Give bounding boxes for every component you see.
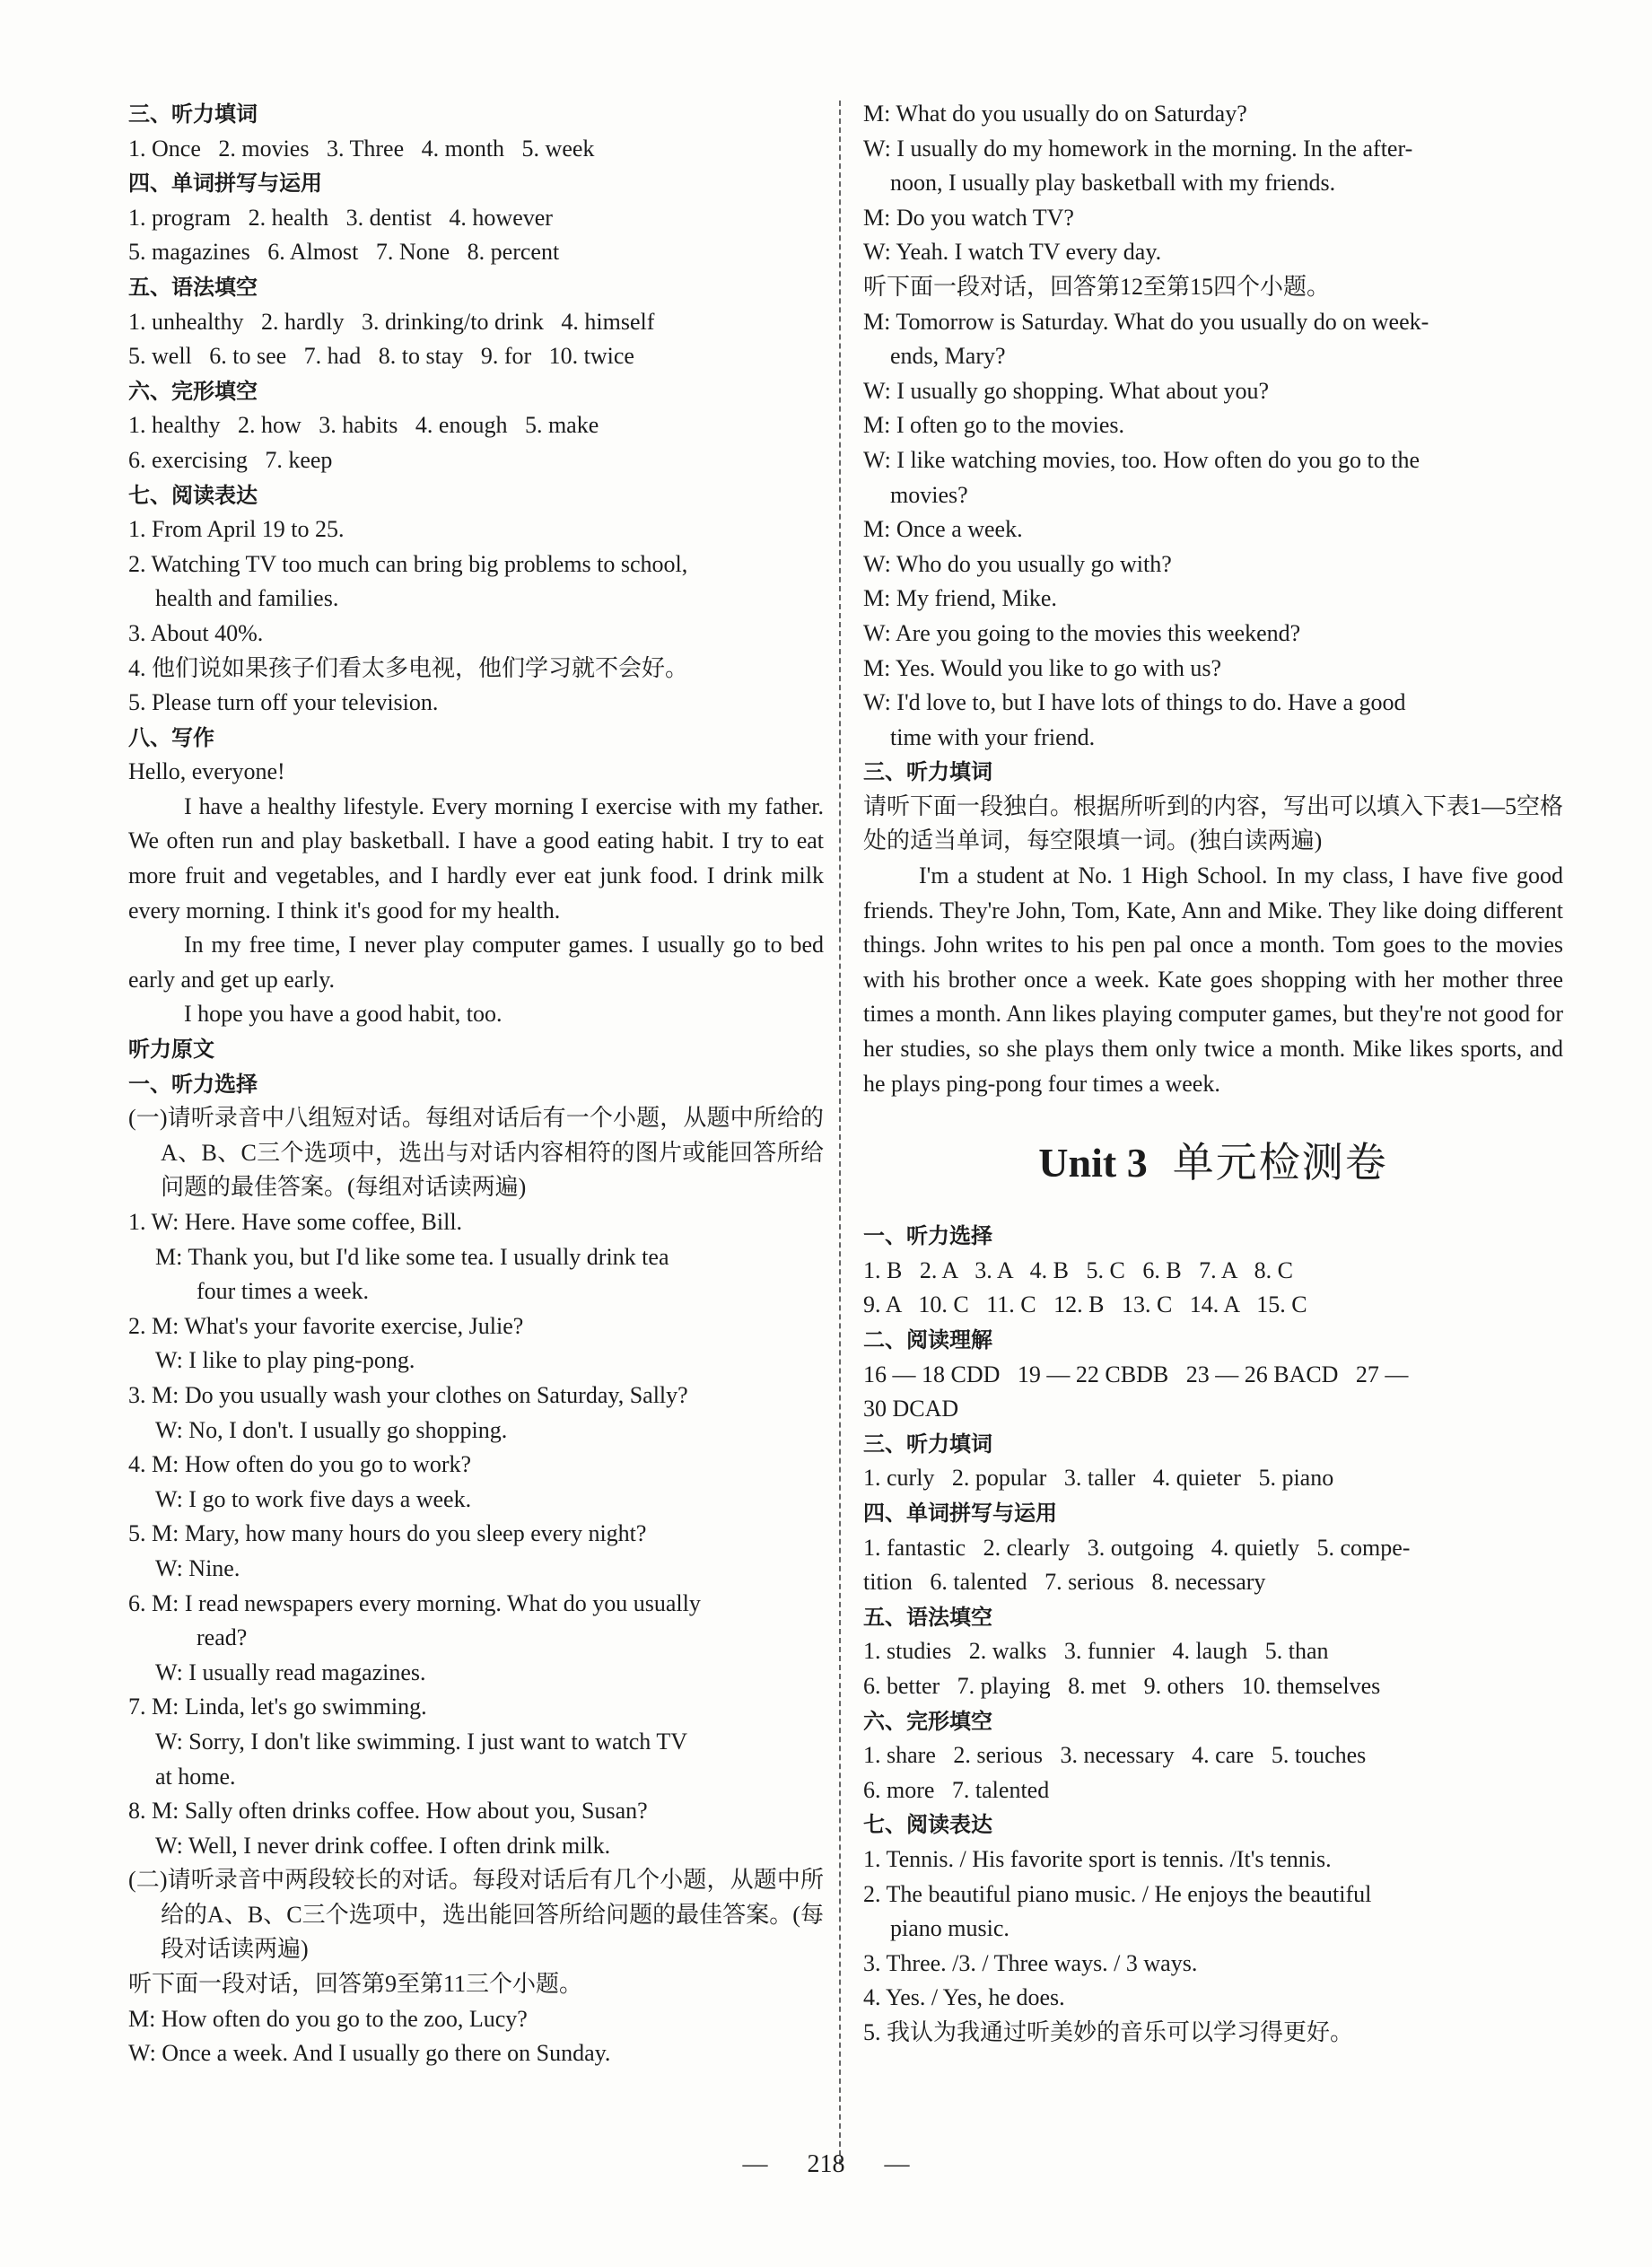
answer-line: 6. exercising 7. keep xyxy=(128,446,333,473)
answer-line: 6. more 7. talented xyxy=(863,1776,1050,1803)
dialogue-line: W: I like to play ping-pong. xyxy=(155,1347,415,1374)
unit-title xyxy=(863,1134,1563,1192)
section-heading: 六、完形填空 xyxy=(128,378,258,404)
answer-line: 2. The beautiful piano music. / He enjoys the beautiful xyxy=(863,1880,1372,1907)
dialogue-line: W: I usually do my homework in the morning. In the after- xyxy=(863,135,1413,162)
instruction-line: 听下面一段对话，回答第9至第11三个小题。 xyxy=(128,1971,583,1998)
monologue-paragraph: I'm a student at No. 1 High School. In my class, I have five good friends. They're John, Tom, Kate, Ann and Mike. They like doing different things. John writes to his pen pal once a month. Tom goes to the movies with his brother once a week. Kate goes shopping with her mother three times a month. Ann likes playing computer games, but they're not good for her studies, so she plays them only twice a month. Mike likes sports, and he plays ping-pong four times a week. xyxy=(863,862,1563,1097)
answer-line: 4. 他们说如果孩子们看太多电视，他们学习就不会好。 xyxy=(128,654,689,681)
dialogue-line: M: Thank you, but I'd like some tea. I usually drink tea xyxy=(155,1243,669,1270)
dialogue-line: read? xyxy=(197,1624,248,1651)
answer-line: 5. Please turn off your television. xyxy=(128,689,439,716)
dialogue-line: 6. M: I read newspapers every morning. What do you usually xyxy=(128,1589,701,1616)
answer-line: 1. Tennis. / His favorite sport is tennis. /It's tennis. xyxy=(863,1845,1332,1872)
dialogue-line: 3. M: Do you usually wash your clothes on Saturday, Sally? xyxy=(128,1381,688,1408)
dialogue-line: four times a week. xyxy=(197,1278,370,1305)
column-divider xyxy=(839,101,841,2165)
dialogue-line: 7. M: Linda, let's go swimming. xyxy=(128,1694,427,1720)
page-number xyxy=(0,2150,1652,2179)
answer-line: 30 DCAD xyxy=(863,1396,959,1422)
section-heading: 一、听力选择 xyxy=(128,1071,258,1097)
dialogue-line: W: I'd love to, but I have lots of things to do. Have a good xyxy=(863,689,1406,716)
dialogue-line: W: Yeah. I watch TV every day. xyxy=(863,239,1162,266)
dialogue-line: W: I go to work five days a week. xyxy=(155,1485,472,1512)
answer-line: 3. About 40%. xyxy=(128,619,264,646)
section-heading: 四、单词拼写与运用 xyxy=(863,1500,1057,1526)
instruction-text: 请听下面一段独白。根据所听到的内容，写出可以填入下表1—5空格处的适当单词，每空限填一词。(独白读两遍) xyxy=(863,792,1564,854)
dialogue-line: W: Nine. xyxy=(155,1554,240,1581)
essay-paragraph: In my free time, I never play computer games. I usually go to bed early and get up early. xyxy=(128,932,824,993)
answer-line: 3. Three. /3. / Three ways. / 3 ways. xyxy=(863,1949,1198,1976)
answer-line: 2. Watching TV too much can bring big problems to school, xyxy=(128,550,688,577)
section-heading: 三、听力填词 xyxy=(863,1431,992,1457)
section-heading: 五、语法填空 xyxy=(863,1604,992,1630)
right-column xyxy=(863,97,1563,2050)
dialogue-line: W: I like watching movies, too. How often do you go to the xyxy=(863,446,1420,473)
section-heading: 六、完形填空 xyxy=(863,1708,992,1734)
dialogue-line: W: I usually read magazines. xyxy=(155,1659,426,1685)
dialogue-line: noon, I usually play basketball with my friends. xyxy=(890,170,1336,197)
dialogue-line: M: I often go to the movies. xyxy=(863,412,1125,439)
answer-line: 1. studies 2. walks 3. funnier 4. laugh 5. than xyxy=(863,1638,1329,1665)
instruction-text: (二)请听录音中两段较长的对话。每段对话后有几个小题，从题中所给的A、B、C三个选项中，选出能回答所给问题的最佳答案。(每段对话读两遍) xyxy=(128,1867,824,1963)
dialogue-line: W: I usually go shopping. What about you? xyxy=(863,377,1270,404)
answer-line: 16 — 18 CDD 19 — 22 CBDB 23 — 26 BACD 27 — xyxy=(863,1361,1409,1387)
dialogue-line: W: No, I don't. I usually go shopping. xyxy=(155,1416,508,1443)
section-heading: 七、阅读表达 xyxy=(128,482,258,508)
section-heading: 一、听力选择 xyxy=(863,1223,992,1249)
answer-line: 1. From April 19 to 25. xyxy=(128,516,345,543)
unit-number: Unit 3 xyxy=(1038,1140,1148,1186)
dialogue-line: ends, Mary? xyxy=(890,343,1006,370)
dialogue-line: movies? xyxy=(890,481,968,508)
dialogue-line: M: What do you usually do on Saturday? xyxy=(863,101,1247,127)
unit-subtitle: 单元检测卷 xyxy=(1172,1138,1388,1187)
answer-line: 1. healthy 2. how 3. habits 4. enough 5. make xyxy=(128,412,599,439)
dialogue-line: W: Are you going to the movies this weekend? xyxy=(863,619,1301,646)
answer-line: health and families. xyxy=(155,585,339,612)
dialogue-line: 1. W: Here. Have some coffee, Bill. xyxy=(128,1209,463,1235)
answer-line: 1. Once 2. movies 3. Three 4. month 5. week xyxy=(128,135,595,162)
dialogue-line: M: Do you watch TV? xyxy=(863,204,1074,231)
section-heading: 三、听力填词 xyxy=(128,101,258,127)
transcript-heading: 听力原文 xyxy=(128,1037,214,1063)
dialogue-line: 2. M: What's your favorite exercise, Julie? xyxy=(128,1312,524,1339)
dialogue-line: M: Tomorrow is Saturday. What do you usually do on week- xyxy=(863,308,1429,335)
page-number-value: 218 xyxy=(807,2150,845,2178)
answer-line: 5. 我认为我通过听美妙的音乐可以学习得更好。 xyxy=(863,2018,1354,2045)
dialogue-line: W: Once a week. And I usually go there on Sunday. xyxy=(128,2040,611,2067)
answer-line: 1. B 2. A 3. A 4. B 5. C 6. B 7. A 8. C xyxy=(863,1256,1293,1283)
page-dash-right: — xyxy=(884,2150,910,2178)
dialogue-line: 8. M: Sally often drinks coffee. How about you, Susan? xyxy=(128,1798,648,1825)
section-heading: 二、阅读理解 xyxy=(863,1327,992,1352)
essay-paragraph: I hope you have a good habit, too. xyxy=(184,1001,503,1028)
answer-line: 1. fantastic 2. clearly 3. outgoing 4. quietly 5. compe- xyxy=(863,1534,1411,1561)
answer-line: 5. well 6. to see 7. had 8. to stay 9. for 10. twice xyxy=(128,343,634,370)
section-heading: 三、听力填词 xyxy=(863,759,992,785)
answer-line: 1. share 2. serious 3. necessary 4. care 5. touches xyxy=(863,1742,1367,1769)
answer-line: 1. curly 2. popular 3. taller 4. quieter 5. piano xyxy=(863,1465,1334,1492)
instruction-text: (一)请听录音中八组短对话。每组对话后有一个小题，从题中所给的A、B、C三个选项中，选出与对话内容相符的图片或能回答所给问题的最佳答案。(每组对话读两遍) xyxy=(128,1105,824,1201)
section-heading: 七、阅读表达 xyxy=(863,1812,992,1838)
dialogue-line: W: Well, I never drink coffee. I often drink milk. xyxy=(155,1832,611,1859)
answer-line: 6. better 7. playing 8. met 9. others 10. themselves xyxy=(863,1672,1381,1699)
dialogue-line: M: Once a week. xyxy=(863,516,1023,543)
dialogue-line: time with your friend. xyxy=(890,723,1096,750)
section-heading: 八、写作 xyxy=(128,724,214,750)
answer-line: 5. magazines 6. Almost 7. None 8. percent xyxy=(128,239,560,266)
dialogue-line: 5. M: Mary, how many hours do you sleep every night? xyxy=(128,1520,647,1547)
answer-line: piano music. xyxy=(890,1915,1010,1942)
dialogue-line: M: Yes. Would you like to go with us? xyxy=(863,654,1222,681)
dialogue-line: W: Who do you usually go with? xyxy=(863,550,1172,577)
section-heading: 四、单词拼写与运用 xyxy=(128,171,322,197)
page-dash-left: — xyxy=(742,2150,768,2178)
dialogue-line: M: How often do you go to the zoo, Lucy? xyxy=(128,2005,528,2032)
instruction-line: 听下面一段对话，回答第12至第15四个小题。 xyxy=(863,273,1331,300)
answer-line: 1. program 2. health 3. dentist 4. however xyxy=(128,204,553,231)
left-column xyxy=(128,97,824,2071)
dialogue-line: M: My friend, Mike. xyxy=(863,585,1057,612)
answer-line: 1. unhealthy 2. hardly 3. drinking/to drink 4. himself xyxy=(128,308,655,335)
answer-line: 9. A 10. C 11. C 12. B 13. C 14. A 15. C xyxy=(863,1291,1307,1318)
dialogue-line: W: Sorry, I don't like swimming. I just want to watch TV xyxy=(155,1728,687,1755)
essay-greeting: Hello, everyone! xyxy=(128,758,285,785)
section-heading: 五、语法填空 xyxy=(128,274,258,300)
answer-line: tition 6. talented 7. serious 8. necessary xyxy=(863,1569,1266,1596)
dialogue-line: 4. M: How often do you go to work? xyxy=(128,1451,472,1478)
essay-paragraph: I have a healthy lifestyle. Every morning I exercise with my father. We often run and play basketball. I have a good eating habit. I try to eat more fruit and vegetables, and I hardly ever eat junk food. I drink milk every morning. I think it's good for my health. xyxy=(128,792,824,923)
dialogue-line: at home. xyxy=(155,1763,236,1790)
answer-line: 4. Yes. / Yes, he does. xyxy=(863,1984,1065,2011)
